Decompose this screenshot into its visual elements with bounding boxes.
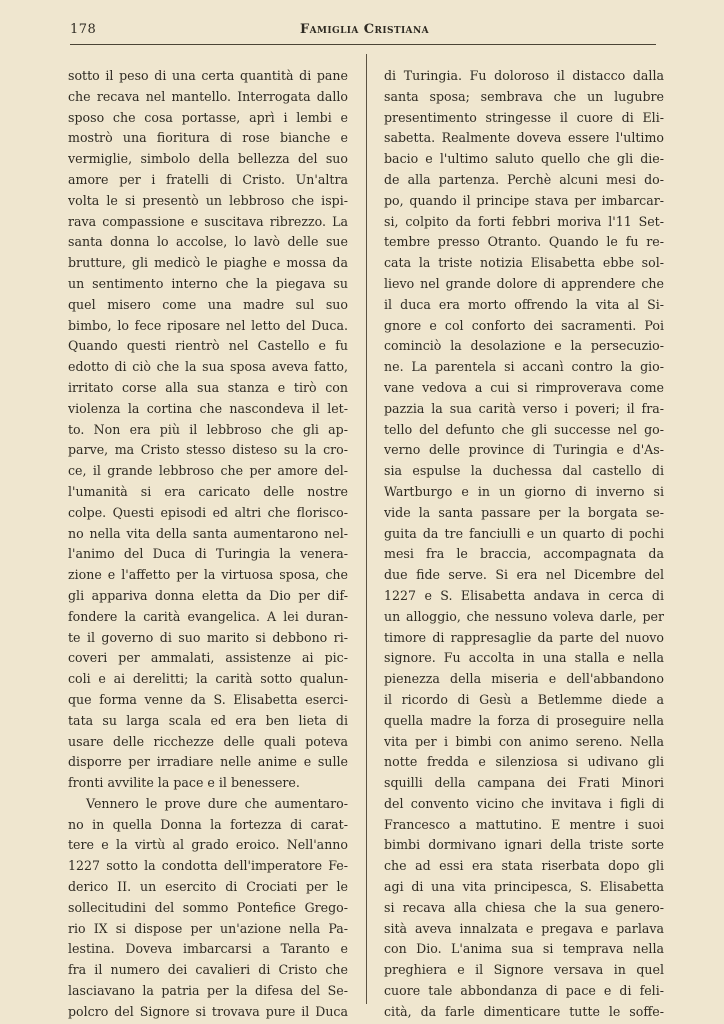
text-line: che recava nel mantello. Interrogata dallo [68, 88, 348, 104]
running-title: Famiglia Cristiana [300, 22, 429, 37]
text-line: due fide serve. Si era nel Dicembre del [384, 567, 664, 583]
text-line: tere e la virtù al grado eroico. Nell'anno [68, 837, 348, 853]
text-line: tello del defunto che gli successe nel go- [384, 421, 664, 437]
text-line: cuore tale abbondanza di pace e di feli- [384, 983, 664, 999]
text-line: il ricordo di Gesù a Betlemme diede a [384, 691, 664, 707]
text-line: vane vedova a cui si rimproverava come [384, 379, 664, 395]
text-line: sabetta. Realmente doveva essere l'ultimo [384, 130, 664, 146]
text-line: vide la santa passare per la borgata se- [384, 504, 664, 520]
text-line: guita da tre fanciulli e un quarto di pochi [384, 525, 664, 541]
text-line: del convento vicino che invitava i figli di [384, 795, 664, 811]
text-line: ne. La parentela si accanì contro la gio- [384, 359, 664, 375]
text-line: po, quando il principe stava per imbarcar- [384, 192, 664, 208]
right-column [384, 66, 664, 1023]
text-line: lievo nel grande dolore di apprendere che [384, 275, 664, 291]
text-line: volta le si presentò un lebbroso che ispi- [68, 192, 348, 208]
text-line: si, colpito da forti febbri moriva l'11 Set- [384, 213, 664, 229]
text-line: 1227 e S. Elisabetta andava in cerca di [384, 587, 664, 603]
text-line: coveri per ammalati, assistenze ai pic- [68, 650, 348, 666]
text-line: che ad essi era stata riserbata dopo gli [384, 858, 664, 874]
text-line: gnore e col conforto dei sacramenti. Poi [384, 317, 664, 333]
text-line: bimbo, lo fece riposare nel letto del Duca. [68, 317, 348, 333]
text-line: fra il numero dei cavalieri di Cristo che [68, 962, 348, 978]
text-line: sposo che cosa portasse, aprì i lembi e [68, 109, 348, 125]
text-line: un sentimento interno che la piegava su [68, 275, 348, 291]
text-line: timore di rappresaglie da parte del nuovo [384, 629, 664, 645]
text-line: coli e ai derelitti; la carità sotto qualun- [68, 671, 348, 687]
text-line: te il governo di suo marito si debbono ri- [68, 629, 348, 645]
text-line: l'umanità si era caricato delle nostre [68, 483, 348, 499]
text-line: l'animo del Duca di Turingia la venera- [68, 546, 348, 562]
text-line: edotto di ciò che la sua sposa aveva fatto, [68, 359, 348, 375]
text-line: parve, ma Cristo stesso disteso su la cro- [68, 442, 348, 458]
text-line: que forma venne da S. Elisabetta eserci- [68, 691, 348, 707]
text-line: lasciavano la patria per la difesa del Se- [68, 983, 348, 999]
text-line: no nella vita della santa aumentarono nel- [68, 525, 348, 541]
text-line: quella madre la forza di proseguire nella [384, 712, 664, 728]
text-line: un alloggio, che nessuno voleva darle, per [384, 608, 664, 624]
text-line: sotto il peso di una certa quantità di pane [68, 68, 348, 83]
text-line: de alla partenza. Perchè alcuni mesi do- [384, 171, 664, 187]
text-line: tembre presso Otranto. Quando le fu re- [384, 234, 664, 250]
text-line: Francesco a mattutino. E mentre i suoi [384, 816, 664, 832]
text-line: gli appariva donna eletta da Dio per dif- [68, 587, 348, 603]
header-rule [70, 44, 656, 45]
text-line: cominciò la desolazione e la persecuzio- [384, 338, 664, 354]
text-line: Quando questi rientrò nel Castello e fu [68, 338, 348, 354]
text-line: to. Non era più il lebbroso che gli ap- [68, 421, 348, 437]
text-line: fronti avvilite la pace e il benessere. [68, 775, 300, 791]
text-line: lestina. Doveva imbarcarsi a Taranto e [68, 941, 348, 957]
text-line: ce, il grande lebbroso che per amore del- [68, 463, 348, 479]
left-column [68, 66, 348, 1023]
text-line: presentimento stringesse il cuore di Eli- [384, 109, 664, 125]
text-line: mesi fra le braccia, accompagnata da [384, 546, 664, 562]
text-line: santa donna lo accolse, lo lavò delle sue [68, 234, 348, 250]
text-line: preghiera e il Signore versava in quel [384, 962, 664, 978]
text-line: con Dio. L'anima sua si temprava nella [384, 941, 664, 957]
text-line: il duca era morto offrendo la vita al Si- [384, 296, 664, 312]
text-line: no in quella Donna la fortezza di carat- [68, 816, 348, 832]
text-line: vita per i bimbi con animo sereno. Nella [384, 733, 664, 749]
text-line: si recava alla chiesa che la sua genero- [384, 899, 664, 915]
text-line: cata la triste notizia Elisabetta ebbe sol- [384, 255, 664, 271]
text-line: cità, da farle dimenticare tutte le soffe- [384, 1003, 664, 1019]
text-line: agi di una vita principesca, S. Elisabetta [384, 879, 664, 895]
text-line: polcro del Signore si trovava pure il Duca [68, 1003, 348, 1019]
text-line: sità aveva innalzata e pregava e parlava [384, 920, 664, 936]
text-line: Wartburgo e in un giorno di inverno si [384, 483, 664, 499]
text-line: violenza la cortina che nascondeva il let- [68, 400, 348, 416]
text-line: notte fredda e silenziosa si udivano gli [384, 754, 664, 770]
text-line: bacio e l'ultimo saluto quello che gli die- [384, 151, 664, 167]
text-line: irritato corse alla sua stanza e tirò con [68, 379, 348, 395]
text-line: Vennero le prove dure che aumentaro- [86, 795, 348, 811]
text-line: disporre per irradiare nelle anime e sulle [68, 754, 348, 770]
text-line: tata su larga scala ed era ben lieta di [68, 712, 348, 728]
text-line: di Turingia. Fu doloroso il distacco dalla [384, 68, 664, 83]
page-header [70, 22, 656, 46]
text-line: sia espulse la duchessa dal castello di [384, 463, 664, 479]
text-line: quel misero come una madre sul suo [68, 296, 348, 312]
text-line: colpe. Questi episodi ed altri che florisco- [68, 504, 348, 520]
text-line: sollecitudini del sommo Pontefice Grego- [68, 899, 348, 915]
page-number: 178 [70, 22, 97, 37]
text-line: signore. Fu accolta in una stalla e nella [384, 650, 664, 666]
text-line: fondere la carità evangelica. A lei duran- [68, 608, 348, 624]
text-line: mostrò una fioritura di rose bianche e [68, 130, 348, 146]
text-line: brutture, gli medicò le piaghe e mossa da [68, 255, 348, 271]
text-line: rava compassione e suscitava ribrezzo. La [68, 213, 348, 229]
text-line: squilli della campana dei Frati Minori [384, 775, 664, 791]
text-line: derico II. un esercito di Crociati per le [68, 879, 348, 895]
text-line: pazzia la sua carità verso i poveri; il fra- [384, 400, 664, 416]
text-line: bimbi dormivano ignari della triste sorte [384, 837, 664, 853]
text-line: pienezza della miseria e dell'abbandono [384, 671, 664, 687]
text-line: rio IX si dispose per un'azione nella Pa- [68, 920, 348, 936]
text-line: zione e l'affetto per la virtuosa sposa, che [68, 567, 348, 583]
text-line: amore per i fratelli di Cristo. Un'altra [68, 171, 348, 187]
text-line: verno delle province di Turingia e d'As- [384, 442, 664, 458]
text-line: santa sposa; sembrava che un lugubre [384, 88, 664, 104]
column-divider [366, 54, 367, 1004]
text-line: usare delle ricchezze delle quali poteva [68, 733, 348, 749]
text-line: vermiglie, simbolo della bellezza del suo [68, 151, 348, 167]
text-line: 1227 sotto la condotta dell'imperatore Fe- [68, 858, 348, 874]
